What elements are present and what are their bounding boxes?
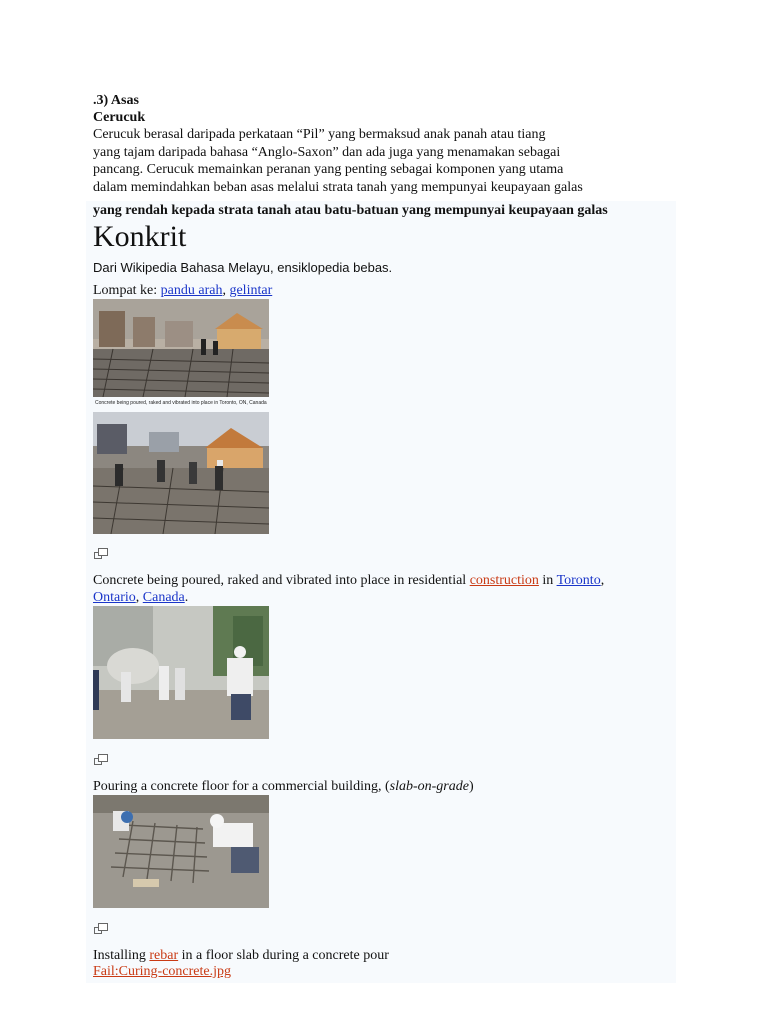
article-title: Konkrit (93, 220, 187, 253)
jump-to-line (93, 283, 272, 299)
file-link-container (93, 964, 231, 980)
caption-text: Installing (93, 948, 150, 963)
caption-text: , (135, 590, 143, 605)
caption-text: Pouring a concrete floor for a commercial building, ( (93, 779, 390, 794)
bold-text-line: yang rendah kepada strata tanah atau batu-batuan yang mempunyai keupayaan galas (93, 203, 608, 218)
caption-text: in a floor slab during a concrete pour (178, 948, 389, 963)
image-3-text-caption (93, 947, 668, 964)
rebar-link[interactable]: rebar (149, 948, 179, 963)
section-heading: .3) Asas (93, 93, 139, 108)
image-1-text-caption (93, 572, 668, 606)
magnify-clip-icon[interactable] (94, 752, 108, 763)
curing-concrete-file-link[interactable]: Fail:Curing-concrete.jpg (93, 964, 232, 979)
caption-text: , (600, 573, 605, 588)
caption-italic: slab-on-grade (389, 779, 469, 794)
jump-separator: , (222, 283, 230, 298)
image-1-caption: Concrete being poured, raked and vibrated into place in Toronto, ON, Canada (95, 400, 267, 406)
paragraph-line: dalam memindahkan beban asas melalui strata tanah yang mempunyai keupayaan galas (93, 179, 583, 195)
paragraph-line: yang tajam daripada bahasa “Anglo-Saxon” dan ada juga yang menamakan sebagai (93, 144, 561, 160)
concrete-pour-photo[interactable] (93, 606, 269, 739)
rebar-install-photo[interactable] (93, 795, 269, 908)
jump-search-link[interactable]: gelintar (229, 283, 273, 298)
ontario-link[interactable]: Ontario (93, 590, 136, 605)
image-2-text-caption (93, 778, 668, 795)
article-source-line: Dari Wikipedia Bahasa Melayu, ensiklopedia bebas. (93, 260, 393, 275)
jump-navigation-link[interactable]: pandu arah (160, 283, 223, 298)
canada-link[interactable]: Canada (142, 590, 185, 605)
magnify-clip-icon[interactable] (94, 921, 108, 932)
jump-to-label: Lompat ke: (93, 283, 161, 298)
toronto-link[interactable]: Toronto (556, 573, 601, 588)
concrete-site-photo-2[interactable] (93, 412, 269, 534)
caption-text: Concrete being poured, raked and vibrated into place in residential (93, 573, 470, 588)
construction-link[interactable]: construction (469, 573, 539, 588)
magnify-clip-icon[interactable] (94, 546, 108, 557)
caption-text: ) (468, 779, 474, 794)
section-paragraph (93, 126, 653, 196)
concrete-site-photo-1[interactable] (93, 299, 269, 397)
section-subheading: Cerucuk (93, 110, 146, 125)
caption-text: in (538, 573, 557, 588)
caption-text: . (184, 590, 189, 605)
paragraph-line: pancang. Cerucuk memainkan peranan yang penting sebagai komponen yang utama (93, 162, 564, 177)
paragraph-line: Cerucuk berasal daripada perkataan “Pil” yang bermaksud anak panah atau tiang (93, 127, 546, 142)
